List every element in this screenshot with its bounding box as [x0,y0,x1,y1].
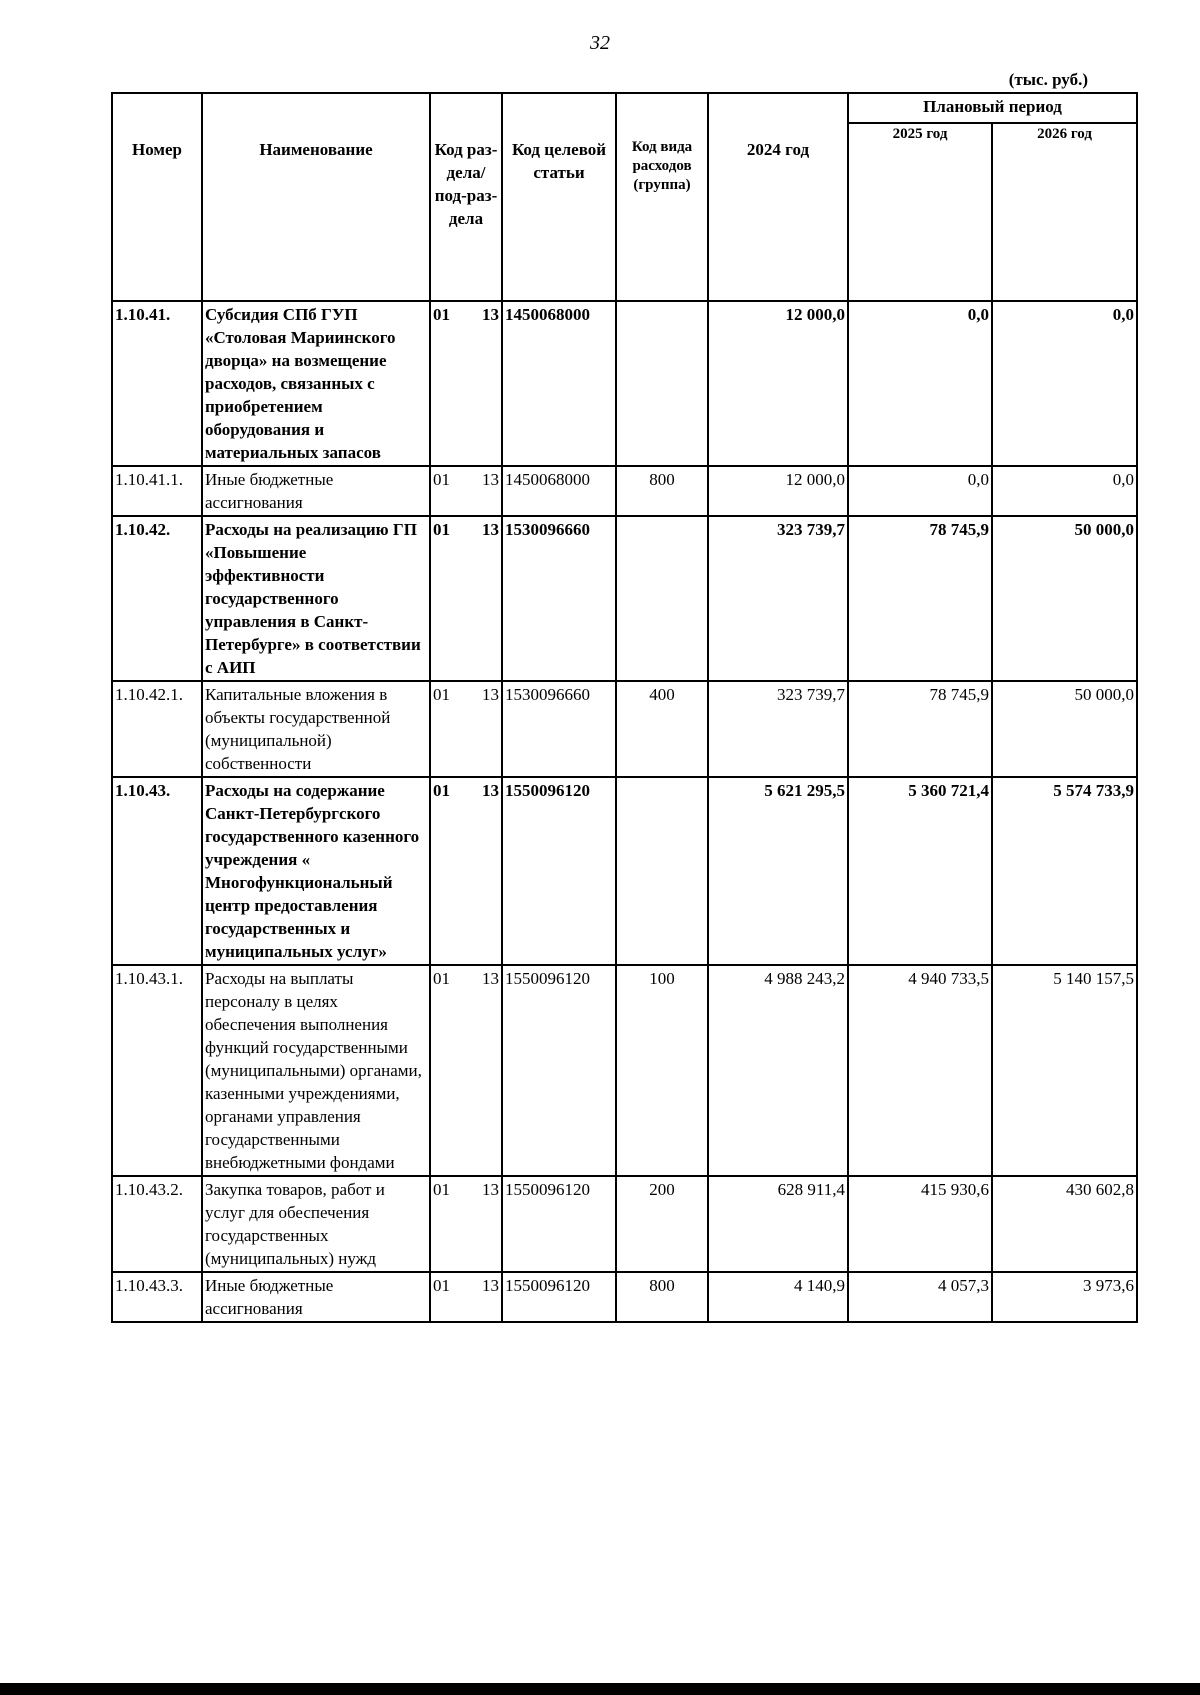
section-code: 01 [433,1180,450,1199]
subsection-code: 13 [482,969,499,988]
row-amount-2026: 50 000,0 [992,516,1137,681]
row-amount-2024: 628 911,4 [708,1176,848,1272]
subsection-code: 13 [482,520,499,539]
row-expense-type: 100 [616,965,708,1176]
row-amount-2025: 0,0 [848,301,992,466]
row-amount-2026: 0,0 [992,466,1137,516]
row-name: Расходы на содержание Санкт-Петербургского государственного казенного учреждения « Многофункциональный центр предоставления государственных и муниципальных услуг» [202,777,430,965]
row-amount-2025: 0,0 [848,466,992,516]
row-amount-2025: 4 057,3 [848,1272,992,1322]
section-code: 01 [433,470,450,489]
row-amount-2026: 3 973,6 [992,1272,1137,1322]
row-section-code [430,777,502,965]
subsection-code: 13 [482,1276,499,1295]
row-amount-2026: 50 000,0 [992,681,1137,777]
header-year-2026: 2026 год [992,123,1137,301]
row-name: Капитальные вложения в объекты государственной (муниципальной) собственности [202,681,430,777]
row-expense-type: 800 [616,466,708,516]
header-number: Номер [112,93,202,301]
subsection-code: 13 [482,781,499,800]
section-code: 01 [433,305,450,324]
header-section-code: Код раз-дела/ под-раз-дела [430,93,502,301]
row-expense-type: 200 [616,1176,708,1272]
row-target-code: 1530096660 [502,516,616,681]
row-amount-2024: 4 988 243,2 [708,965,848,1176]
row-section-code [430,516,502,681]
table-row [112,965,1137,1176]
row-section-code [430,1176,502,1272]
row-expense-type [616,777,708,965]
subsection-code: 13 [482,1180,499,1199]
units-label: (тыс. руб.) [1008,70,1088,89]
table-row [112,466,1137,516]
row-name: Иные бюджетные ассигнования [202,1272,430,1322]
row-expense-type: 800 [616,1272,708,1322]
subsection-code: 13 [482,470,499,489]
row-number: 1.10.42.1. [112,681,202,777]
section-code: 01 [433,781,450,800]
row-number: 1.10.43.2. [112,1176,202,1272]
row-amount-2025: 415 930,6 [848,1176,992,1272]
row-target-code: 1450068000 [502,466,616,516]
row-amount-2024: 12 000,0 [708,466,848,516]
table-row [112,516,1137,681]
row-section-code [430,965,502,1176]
table-row [112,1272,1137,1322]
row-number: 1.10.41. [112,301,202,466]
header-year-2024: 2024 год [708,93,848,301]
row-target-code: 1550096120 [502,1176,616,1272]
row-name: Субсидия СПб ГУП «Столовая Мариинского дворца» на возмещение расходов, связанных с приобретением оборудования и материальных запасов [202,301,430,466]
row-amount-2025: 78 745,9 [848,681,992,777]
row-amount-2024: 323 739,7 [708,681,848,777]
row-amount-2026: 0,0 [992,301,1137,466]
row-name: Закупка товаров, работ и услуг для обеспечения государственных (муниципальных) нужд [202,1176,430,1272]
header-name: Наименование [202,93,430,301]
row-section-code [430,681,502,777]
row-amount-2024: 12 000,0 [708,301,848,466]
table-row [112,301,1137,466]
row-amount-2025: 78 745,9 [848,516,992,681]
row-amount-2026: 5 574 733,9 [992,777,1137,965]
budget-table [111,92,1138,1323]
section-code: 01 [433,969,450,988]
row-amount-2024: 5 621 295,5 [708,777,848,965]
row-number: 1.10.43.1. [112,965,202,1176]
row-target-code: 1530096660 [502,681,616,777]
row-name: Расходы на реализацию ГП «Повышение эффективности государственного управления в Санкт-Петербурге» в соответствии с АИП [202,516,430,681]
row-section-code [430,301,502,466]
page-number: 32 [590,32,610,54]
row-name: Иные бюджетные ассигнования [202,466,430,516]
table-row [112,1176,1137,1272]
row-number: 1.10.43.3. [112,1272,202,1322]
header-planning-period: Плановый период [848,93,1137,123]
row-target-code: 1550096120 [502,965,616,1176]
table-body [112,301,1137,1322]
header-target-code: Код целевой статьи [502,93,616,301]
row-number: 1.10.41.1. [112,466,202,516]
subsection-code: 13 [482,685,499,704]
table-header [112,93,1137,301]
section-code: 01 [433,1276,450,1295]
row-expense-type: 400 [616,681,708,777]
header-year-2025: 2025 год [848,123,992,301]
row-number: 1.10.43. [112,777,202,965]
header-expense-type-code: Код вида расходов (группа) [616,93,708,301]
row-section-code [430,466,502,516]
row-section-code [430,1272,502,1322]
scan-bottom-edge [0,1683,1200,1695]
row-name: Расходы на выплаты персоналу в целях обеспечения выполнения функций государственными (муниципальными) органами, казенными учреждениями, органами управления государственными внебюджетными фондами [202,965,430,1176]
row-amount-2026: 430 602,8 [992,1176,1137,1272]
row-target-code: 1450068000 [502,301,616,466]
row-amount-2024: 4 140,9 [708,1272,848,1322]
row-expense-type [616,301,708,466]
row-amount-2026: 5 140 157,5 [992,965,1137,1176]
section-code: 01 [433,520,450,539]
row-target-code: 1550096120 [502,777,616,965]
row-amount-2025: 5 360 721,4 [848,777,992,965]
row-amount-2025: 4 940 733,5 [848,965,992,1176]
row-target-code: 1550096120 [502,1272,616,1322]
section-code: 01 [433,685,450,704]
row-amount-2024: 323 739,7 [708,516,848,681]
subsection-code: 13 [482,305,499,324]
table-row [112,777,1137,965]
row-number: 1.10.42. [112,516,202,681]
table-row [112,681,1137,777]
row-expense-type [616,516,708,681]
